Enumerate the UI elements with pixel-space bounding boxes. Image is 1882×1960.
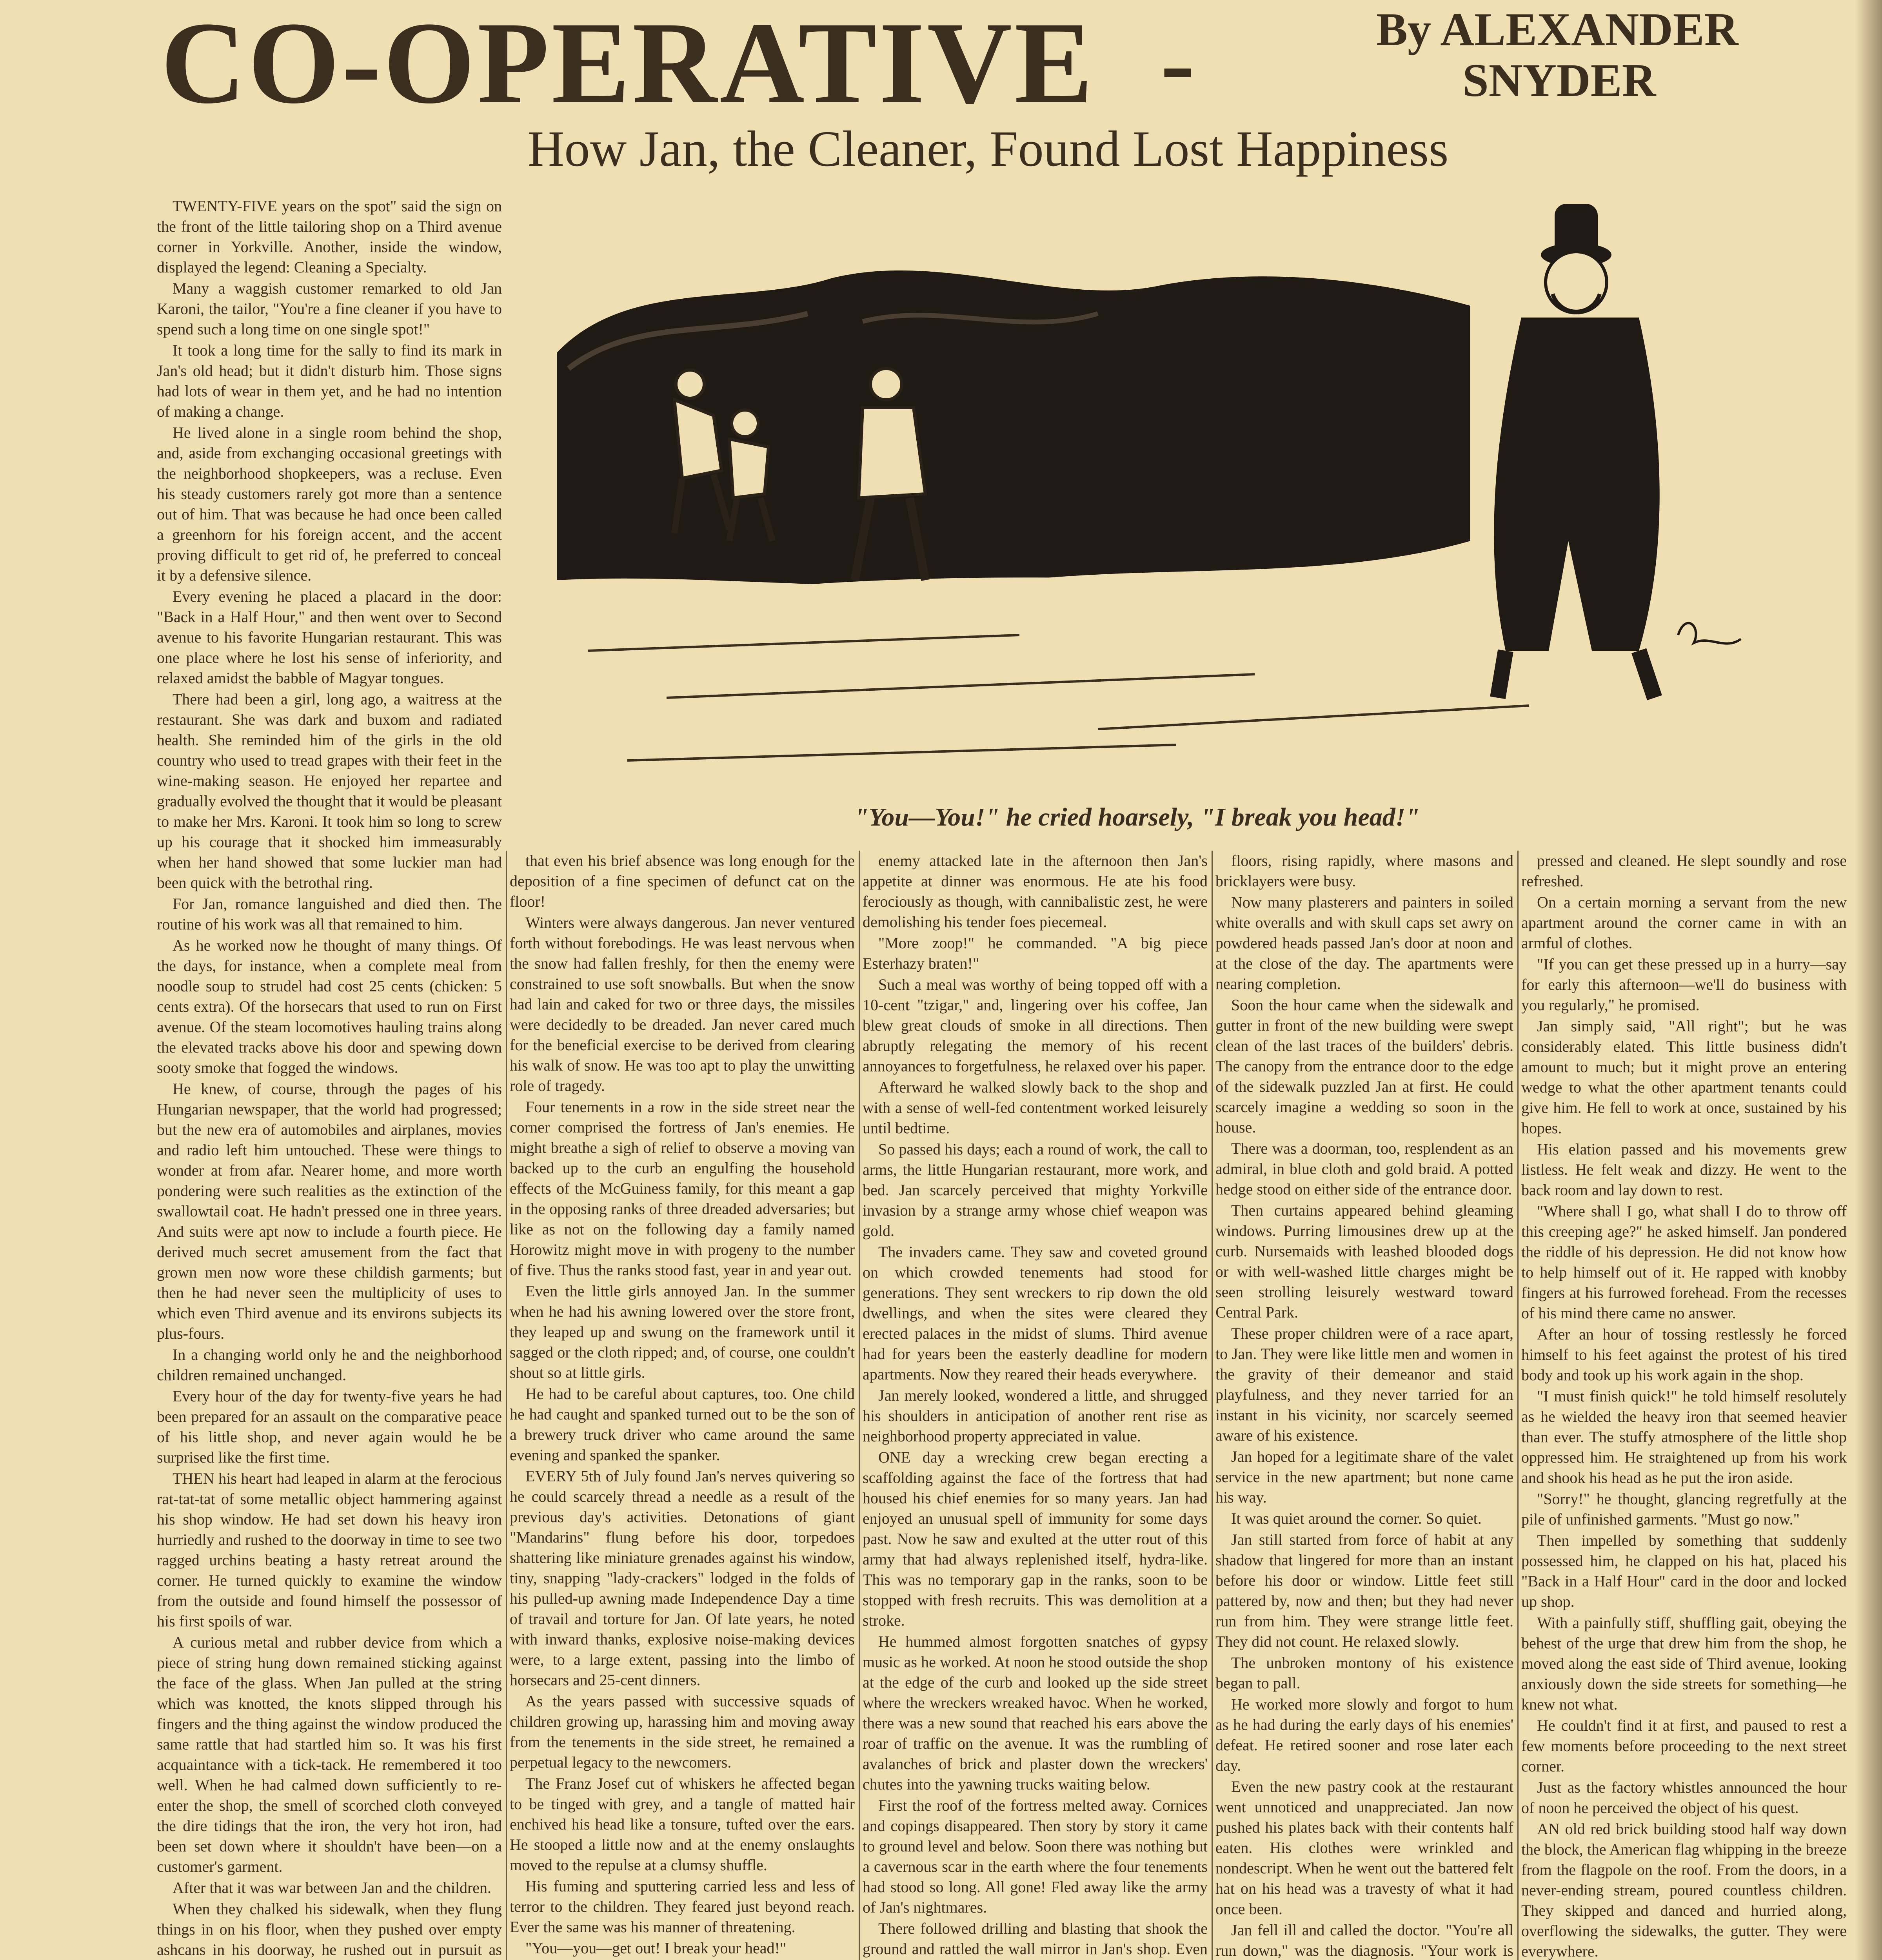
col4-para: Now many plasterers and painters in soiled white overalls and with skull caps set awry on powdered heads passed Jan's door at noon and at the close of the day. The apartments were nearing completion. <box>1215 893 1513 993</box>
col2-para: EVERY 5th of July found Jan's nerves quivering so he could scarcely thread a needle as a result of the previous day's activities. Detonations of giant "Mandarins" flung before his door, torpedoes shattering like miniature grenades against his window, tiny, snapping "lady-crackers" lodged in the folds of his pulled-up awning made Independence Day a time of travail and torture for Jan. Of late years, he noted with inward thanks, explosive noise-making devices were, to a large extent, passing into the limbo of horsecars and 25-cent dinners. <box>510 1467 855 1689</box>
col2-para: His fuming and sputtering carried less and less of terror to the children. They feared just beyond reach. Ever the same was his manner of threatening. <box>510 1877 855 1936</box>
col2-para: that even his brief absence was long enough for the deposition of a fine specimen of defunct cat on the floor! <box>510 852 855 910</box>
col3-para: Jan merely looked, wondered a little, and shrugged his shoulders in anticipation of another rent rise as neighborhood property appreciated in value. <box>863 1387 1208 1445</box>
col2-para: Winters were always dangerous. Jan never ventured forth without forebodings. He was least nervous when the snow had fallen freshly, for then the enemy were constrained to use soft snowballs. But when the snow had lain and caked for two or three days, the missiles were decidedly to be dreaded. Jan never cared much for the beneficial exercise to be derived from clearing his walk of snow. He was too apt to play the unwitting role of tragedy. <box>510 914 855 1094</box>
col1-para: When they chalked his sidewalk, when they flung things in on his floor, when they pushed over empty ashcans in his doorway, he rushed out in pursuit as <box>157 1900 502 1958</box>
col5-para: pressed and cleaned. He slept soundly and rose refreshed. <box>1521 852 1847 890</box>
col1-para: Every hour of the day for twenty-five years he had been prepared for an assault on the comparative peace of his little shop, and never again would he be surprised like the first time. <box>157 1387 502 1466</box>
col5-para: With a painfully stiff, shuffling gait, obeying the behest of the urge that drew him from the shop, he moved along the east side of Third avenue, looking anxiously down the side streets for something—he knew not what. <box>1521 1614 1847 1713</box>
col4-para: The unbroken montony of his existence began to pall. <box>1215 1654 1513 1692</box>
col2-para: Four tenements in a row in the side street near the corner comprised the fortress of Jan's enemies. He might breathe a sigh of relief to observe a moving van backed up to the curb an engulfing the household effects of the McGuiness family, for this meant a gap in the opposing ranks of three dreaded adversaries; but like as not on the following day a family named Horowitz might move in with progeny to the number of five. Thus the ranks stood fast, year in and year out. <box>510 1098 855 1279</box>
col4-para: It was quiet around the corner. So quiet. <box>1231 1510 1482 1527</box>
col4-para: These proper children were of a race apart, to Jan. They were like little men and women in the gravity of their demeanor and staid playfulness, and they never tarried for an instant in his vicinity, nor scarcely seemed aware of his existence. <box>1215 1325 1513 1444</box>
col5-para: On a certain morning a servant from the new apartment around the corner came in with an armful of clothes. <box>1521 893 1847 952</box>
col5-para: Jan simply said, "All right"; but he was considerably elated. This little business didn't amount to much; but it might prove an entering wedge to what the other apartment tenants could give him. He fell to work at once, sustained by his hopes. <box>1521 1017 1847 1137</box>
illustration-caption: "You—You!" he cried hoarsely, "I break you head!" <box>854 803 1420 831</box>
col4-para: Jan hoped for a legitimate share of the valet service in the new apartment; but none came his way. <box>1215 1448 1513 1506</box>
col1-para: After that it was war between Jan and the children. <box>173 1879 492 1896</box>
col3-para: ONE day a wrecking crew began erecting a scaffolding against the face of the fortress that had housed his chief enemies for so many years. Jan had enjoyed an unusual spell of immunity for some days past. Now he saw and exulted at the utter rout of this army that had always replenished itself, hydra-like. This was no temporary gap in the ranks, soon to be stopped with fresh recruits. This was demolition at a stroke. <box>863 1448 1208 1629</box>
col2-para: As the years passed with successive squads of children growing up, harassing him and moving away from the tenements in the side street, he remained a perpetual legacy to the newcomers. <box>510 1692 855 1771</box>
col5-para: He couldn't find it at first, and paused to rest a few moments before proceeding to the next street corner. <box>1521 1717 1847 1775</box>
col3-para: Such a meal was worthy of being topped off with a 10-cent "tzigar," and, lingering over his coffee, Jan blew great clouds of smoke in all directions. Then abruptly relegating the memory of his recent annoyances to forgetfulness, he relaxed over his paper. <box>863 976 1208 1075</box>
byline-author: SNYDER <box>1462 54 1656 106</box>
col3-para: First the roof of the fortress melted away. Cornices and copings disappeared. Then story by story it came to ground level and below. Soon there was nothing but a cavernous scar in the earth where the four tenements had stood so long. All gone! Fled away like the army of Jan's nightmares. <box>863 1797 1208 1916</box>
col4-para: Then curtains appeared behind gleaming windows. Purring limousines drew up at the curb. Nursemaids with leashed blooded dogs or with well-washed little charges might be seen strolling leisurely westward toward Central Park. <box>1215 1201 1513 1321</box>
col2-para: "You—you—get out! I break your head!" <box>525 1939 787 1957</box>
col5-para: "If you can get these pressed up in a hurry—say for early this afternoon—we'll do business with you regularly," he promised. <box>1521 955 1847 1014</box>
column-rule <box>1212 851 1213 1960</box>
col5-para: After an hour of tossing restlessly he forced himself to his feet against the protest of his tired body and took up his work again in the shop. <box>1521 1325 1847 1384</box>
col5-para: AN old red brick building stood half way down the block, the American flag whipping in the breeze from the flagpole on the roof. From the doors, in a never-ending stream, poured countless children. They skipped and danced and hurried along, overflowing the sidewalks, the gutter. They were everywhere. <box>1521 1820 1847 1960</box>
headline-dash: - <box>1161 6 1195 119</box>
col4-para: He worked more slowly and forgot to hum as he had during the early days of his enemies' defeat. He retired sooner and rose later each day. <box>1215 1695 1513 1774</box>
col1-para: For Jan, romance languished and died then. The routine of his work was all that remained to him. <box>157 895 502 933</box>
col2-para: Even the little girls annoyed Jan. In the summer when he had his awning lowered over the store front, they leaped up and swung on the framework until it sagged or the cloth ripped; and, of course, one couldn't shout so at little girls. <box>510 1282 855 1381</box>
col4-para: floors, rising rapidly, where masons and bricklayers were busy. <box>1215 852 1513 890</box>
byline-prefix: By ALEXANDER <box>1376 3 1738 55</box>
column-rule <box>506 851 507 1960</box>
column-5 <box>1521 851 1847 1960</box>
column-1 <box>157 196 502 1960</box>
col5-para: "Where shall I go, what shall I do to throw off this creeping age?" he asked himself. Jan pondered the riddle of his depression. He did not know how to help himself out of it. He rapped with knobby fingers at his furrowed forehead. From the recesses of his mind there came no answer. <box>1521 1202 1847 1322</box>
col4-para: There was a doorman, too, resplendent as an admiral, in blue cloth and gold braid. A potted hedge stood on either side of the entrance door. <box>1215 1140 1513 1198</box>
col3-para: Afterward he walked slowly back to the shop and with a sense of well-fed contentment worked leisurely until bedtime. <box>863 1078 1208 1137</box>
col4-para: Jan still started from force of habit at any shadow that lingered for more than an instant before his door or window. Little feet still pattered by, now and then; but they had never run from him. They were strange little feet. They did not count. He relaxed slowly. <box>1215 1531 1513 1650</box>
column-rule <box>859 851 860 1960</box>
col1-para: THEN his heart had leaped in alarm at the ferocious rat-tat-tat of some metallic object hammering against his shop window. He had set down his heavy iron hurriedly and rushed to the doorway in time to see two ragged urchins beating a hasty retreat around the corner. He turned quickly to examine the window from the outside and found himself the possessor of his first spoils of war. <box>157 1470 502 1630</box>
col3-para: He hummed almost forgotten snatches of gypsy music as he worked. At noon he stood outside the shop at the edge of the curb and looked up the side street where the wreckers wreaked havoc. When he worked, there was a new sound that reached his ears above the roar of traffic on the avenue. It was the rumbling of avalanches of brick and plaster down the wreckers' chutes into the yawning trucks waiting below. <box>863 1633 1208 1793</box>
col1-para: It took a long time for the sally to find its mark in Jan's old head; but it didn't disturb him. Those signs had lots of wear in them yet, and he had no intention of making a change. <box>157 341 502 420</box>
story-headline: CO-OPERATIVE <box>161 0 1095 128</box>
column-2 <box>510 851 855 1960</box>
column-4 <box>1215 851 1513 1960</box>
col3-para: So passed his days; each a round of work, the call to arms, the little Hungarian restaurant, more work, and bed. Jan scarcely perceived that mighty Yorkville invasion by a strange army whose chief weapon was gold. <box>863 1140 1208 1240</box>
col1-para: TWENTY-FIVE years on the spot" said the sign on the front of the little tailoring shop on a Third avenue corner in Yorkville. Another, inside the window, displayed the legend: Cleaning a Specialty. <box>157 197 502 276</box>
col1-para: A curious metal and rubber device from which a piece of string hung down remained sticking against the face of the glass. When Jan pulled at the string which was knotted, the knots slipped through his fingers and the thing against the window produced the same rattle that had startled him so. It was his first acquaintance with a tick-tack. He remembered it too well. When he had calmed down sufficiently to re-enter the shop, the smell of scorched cloth conveyed the dire tidings that the iron, the very hot iron, had been set down where it shouldn't have been—on a customer's garment. <box>157 1633 502 1875</box>
col4-para: Even the new pastry cook at the restaurant went unnoticed and unappreciated. Jan now pushed his plates back with their contents half eaten. His clothes were wrinkled and nondescript. When he went out the battered felt hat on his head was a travesty of what it had once been. <box>1215 1778 1513 1918</box>
story-subtitle: How Jan, the Cleaner, Found Lost Happiness <box>527 121 1449 177</box>
column-3 <box>863 851 1208 1960</box>
col3-para: There followed drilling and blasting that shook the ground and rattled the wall mirror in Jan's shop. Even <box>863 1920 1208 1958</box>
illustration-ground <box>510 577 1764 800</box>
col1-para: In a changing world only he and the neighborhood children remained unchanged. <box>157 1346 502 1384</box>
col5-para: Just as the factory whistles announced the hour of noon he perceived the object of his quest. <box>1521 1779 1847 1817</box>
page-edge-shadow <box>1855 0 1882 1960</box>
byline <box>1376 4 1847 106</box>
col1-para: He lived alone in a single room behind the shop, and, aside from exchanging occasional greetings with the neighborhood shopkeepers, was a recluse. Even his steady customers rarely got more than a sentence out of him. That was because he had once been called a greenhorn for his foreign accent, and the accent proving difficult to get rid of, he preferred to conceal it by a defensive silence. <box>157 424 502 584</box>
col1-para: There had been a girl, long ago, a waitress at the restaurant. She was dark and buxom and radiated health. She reminded him of the girls in the old country who used to tread grapes with their feet in the wine-making season. He enjoyed her repartee and gradually evolved the thought that it would be pleasant to make her Mrs. Karoni. It took him so long to screw up his courage that it shocked him immeasurably when her hand showed that some luckier man had been quick with the betrothal ring. <box>157 690 502 891</box>
col3-para: "More zoop!" he commanded. "A big piece Esterhazy braten!" <box>863 934 1208 972</box>
col1-para: As he worked now he thought of many things. Of the days, for instance, when a complete meal from noodle soup to strudel had cost 25 cents (chicken: 5 cents extra). Of the horsecars that used to run on First avenue. Of the steam locomotives hauling trains along the elevated tracks above his door and spewing down sooty smoke that fogged the windows. <box>157 936 502 1076</box>
column-rule <box>1517 851 1519 1960</box>
col4-para: Soon the hour came when the sidewalk and gutter in front of the new building were swept clean of the last traces of the builders' debris. The canopy from the entrance door to the edge of the sidewalk puzzled Jan at first. He could scarcely imagine a wedding so soon in the house. <box>1215 996 1513 1136</box>
col3-para: enemy attacked late in the afternoon then Jan's appetite at dinner was enormous. He ate his food ferociously as though, with cannibalistic zest, he were demolishing his tender foes piecemeal. <box>863 852 1208 931</box>
col2-para: The Franz Josef cut of whiskers he affected began to be tinged with grey, and a tangle of matted hair enchived his head like a tonsure, tufted over the ears. He stooped a little now and at the enemy onslaughts moved to the repulse at a clumsy shuffle. <box>510 1775 855 1874</box>
col1-para: He knew, of course, through the pages of his Hungarian newspaper, that the world had progressed; but the new era of automobiles and airplanes, movies and radio left him untouched. These were things to wonder at from afar. Nearer home, and more worth pondering were such realities as the extinction of the swallowtail coat. He hadn't pressed one in three years. And suits were apt now to include a fourth piece. He derived much secret amusement from the fact that grown men now wore these childish garments; but then he had never seen the multiplicity of uses to which even Third avenue and its environs subjects its plus-fours. <box>157 1080 502 1342</box>
col2-para: He had to be careful about captures, too. One child he had caught and spanked turned out to be the son of a brewery truck driver who came around the same evening and spanked the spanker. <box>510 1385 855 1464</box>
col4-para: Jan fell ill and called the doctor. "You're all run down," was the diagnosis. "Your work is <box>1215 1921 1513 1959</box>
col5-para: "I must finish quick!" he told himself resolutely as he wielded the heavy iron that seemed heavier than ever. The stuffy atmosphere of the little shop oppressed him. He straightened up from his work and shook his head as he put the iron aside. <box>1521 1387 1847 1486</box>
col5-para: Then impelled by something that suddenly possessed him, he clapped on his hat, placed his "Back in a Half Hour" card in the door and locked up shop. <box>1521 1532 1847 1610</box>
col1-para: Many a waggish customer remarked to old Jan Karoni, the tailor, "You're a fine cleaner if you have to spend such a long time on one single spot!" <box>157 279 502 338</box>
col1-para: Every evening he placed a placard in the door: "Back in a Half Hour," and then went over to Second avenue to his favorite Hungarian restaurant. This was one place where he lost his sense of inferiority, and relaxed amidst the babble of Magyar tongues. <box>157 588 502 687</box>
col5-para: His elation passed and his movements grew listless. He felt weak and dizzy. He went to the back room and lay down to rest. <box>1521 1140 1847 1199</box>
col3-para: The invaders came. They saw and coveted ground on which crowded tenements had stood for generations. They sent wreckers to rip down the old dwellings, and when the sites were cleared they erected palaces in the midst of slums. Third avenue had for years been the easterly deadline for modern apartments. Now they reared their heads everywhere. <box>863 1243 1208 1383</box>
story-illustration <box>510 188 1764 800</box>
col5-para: "Sorry!" he thought, glancing regretfully at the pile of unfinished garments. "Must go now." <box>1521 1490 1847 1528</box>
